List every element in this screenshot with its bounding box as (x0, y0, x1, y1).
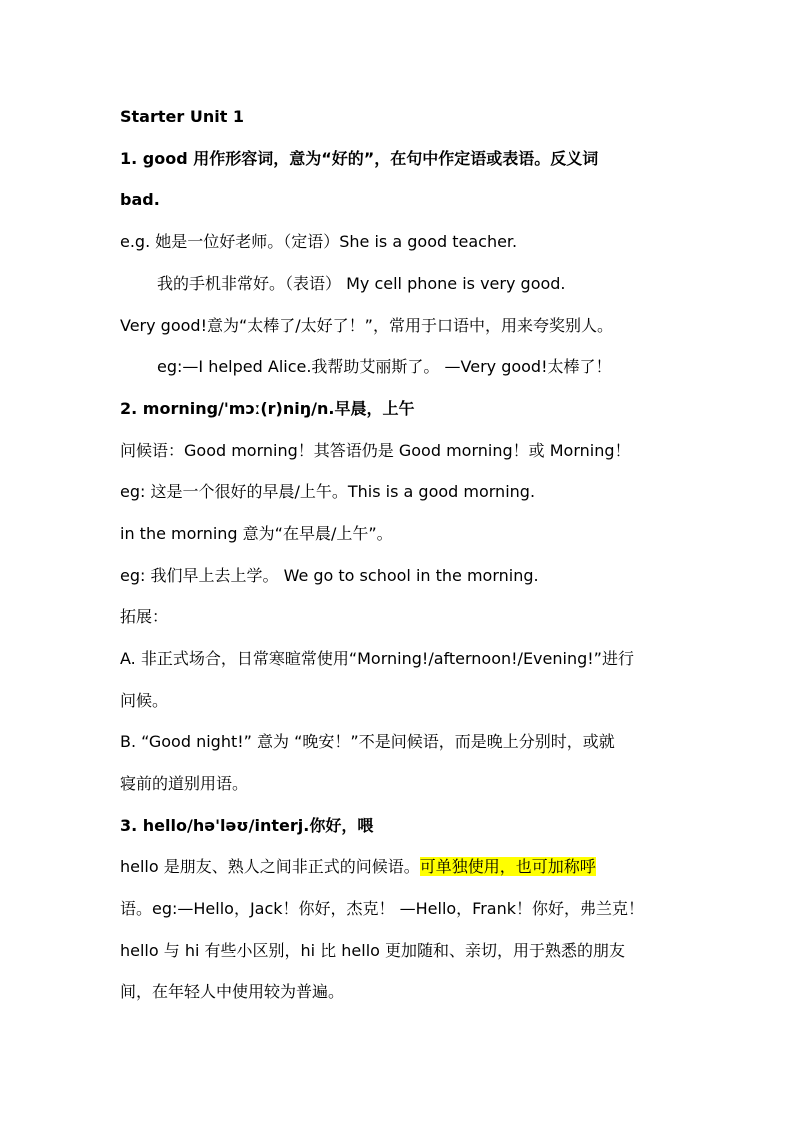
unit-title: Starter Unit 1 (120, 107, 245, 126)
section-2-heading: 2. morning/'mɔː(r)niŋ/n.早晨，上午 (120, 399, 415, 418)
body-text-line (120, 856, 596, 878)
body-text-line: Very good!意为“太棒了/太好了！”，常用于口语中，用来夸奖别人。 (120, 316, 613, 335)
extension-item-a: A. 非正式场合，日常寒暄常使用“Morning!/afternoon!/Evening!”进行 (120, 649, 634, 668)
example-line: eg:—I helped Alice.我帮助艾丽斯了。 —Very good!太棒了！ (157, 357, 612, 376)
extension-item-b: B. “Good night!” 意为 “晚安！”不是问候语，而是晚上分别时，或就 (120, 732, 615, 751)
body-text-segment: hello 是朋友、熟人之间非正式的问候语。 (120, 857, 420, 876)
extension-item-a-continued: 问候。 (120, 691, 169, 710)
example-line: 语。eg:—Hello，Jack！你好，杰克！ —Hello，Frank！你好，弗兰克！ (120, 899, 645, 918)
body-text-line: 间，在年轻人中使用较为普遍。 (120, 982, 345, 1001)
body-text-line: in the morning 意为“在早晨/上午”。 (120, 524, 393, 543)
body-text-line: hello 与 hi 有些小区别，hi 比 hello 更加随和、亲切，用于熟悉的朋友 (120, 941, 626, 960)
section-3-heading: 3. hello/hə'ləʊ/interj.你好，喂 (120, 816, 374, 835)
example-line: 我的手机非常好。（表语） My cell phone is very good. (157, 274, 566, 293)
extension-label: 拓展： (120, 607, 169, 626)
example-line: eg: 这是一个很好的早晨/上午。This is a good morning. (120, 482, 536, 501)
example-line: eg: 我们早上去上学。 We go to school in the morning. (120, 566, 539, 585)
body-text-line: 问候语：Good morning！其答语仍是 Good morning！或 Morning！ (120, 441, 631, 460)
extension-item-b-continued: 寝前的道别用语。 (120, 774, 249, 793)
highlighted-text: 可单独使用，也可加称呼 (419, 857, 596, 876)
example-line: e.g. 她是一位好老师。（定语）She is a good teacher. (120, 232, 518, 251)
section-1-heading: 1. good 用作形容词，意为“好的”，在句中作定语或表语。反义词 (120, 149, 599, 168)
section-1-heading-continued: bad. (120, 190, 160, 209)
